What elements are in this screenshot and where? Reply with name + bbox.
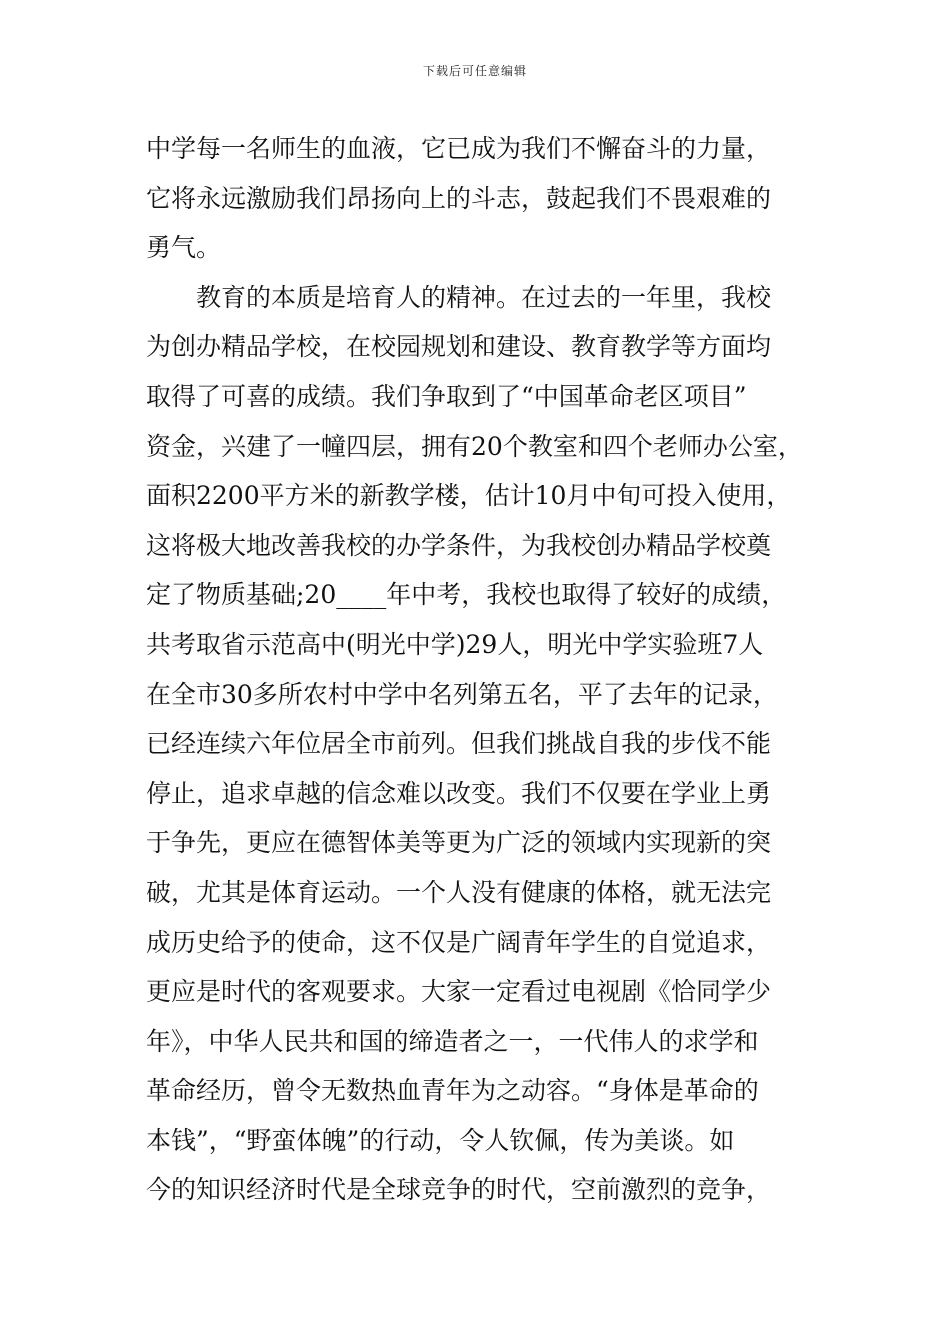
text-line: 勇气。 (146, 233, 222, 263)
text-line: 中学每一名师生的血液，它已成为我们不懈奋斗的力量， (146, 134, 772, 163)
text-line: 革命经历，曾令无数热血青年为之动容。“身体是革命的 (146, 1076, 759, 1106)
text-line: 今的知识经济时代是全球竞争的时代，空前激烈的竞争， (146, 1175, 772, 1205)
text-line: 已经连续六年位居全市前列。但我们挑战自我的步伐不能 (146, 729, 772, 759)
text-line: 定了物质基础;20____年中考，我校也取得了较好的成绩， (146, 580, 787, 610)
text-line: 成历史给予的使命，这不仅是广阔青年学生的自觉追求， (146, 927, 772, 957)
text-line: 在全市30多所农村中学中名列第五名，平了去年的记录， (146, 679, 778, 709)
document-body (146, 124, 826, 1215)
page-header: 下载后可任意编辑 (422, 64, 527, 78)
text-line: 本钱”，“野蛮体魄”的行动，令人钦佩，传为美谈。如 (146, 1125, 735, 1155)
text-line: 破，尤其是体育运动。一个人没有健康的体格，就无法完 (146, 877, 772, 907)
text-line: 它将永远激励我们昂扬向上的斗志，鼓起我们不畏艰难的 (146, 183, 772, 213)
text-line: 为创办精品学校，在校园规划和建设、教育教学等方面均 (146, 332, 772, 362)
text-line: 取得了可喜的成绩。我们争取到了“中国革命老区项目” (146, 381, 747, 411)
text-line: 停止，追求卓越的信念难以改变。我们不仅要在学业上勇 (146, 778, 772, 808)
text-line: 共考取省示范高中(明光中学)29人，明光中学实验班7人 (146, 629, 764, 659)
paragraph-first-line: 教育的本质是培育人的精神。在过去的一年里，我校 (196, 282, 772, 312)
text-line: 年》，中华人民共和国的缔造者之一，一代伟人的求学和 (146, 1026, 759, 1056)
text-line: 资金，兴建了一幢四层，拥有20个教室和四个老师办公室， (146, 431, 803, 461)
text-line: 面积2200平方米的新教学楼，估计10月中旬可投入使用， (146, 481, 792, 511)
text-line: 更应是时代的客观要求。大家一定看过电视剧《恰同学少 (146, 977, 772, 1007)
text-line: 于争先，更应在德智体美等更为广泛的领域内实现新的突 (146, 828, 772, 858)
text-line: 这将极大地改善我校的办学条件，为我校创办精品学校奠 (146, 530, 772, 560)
